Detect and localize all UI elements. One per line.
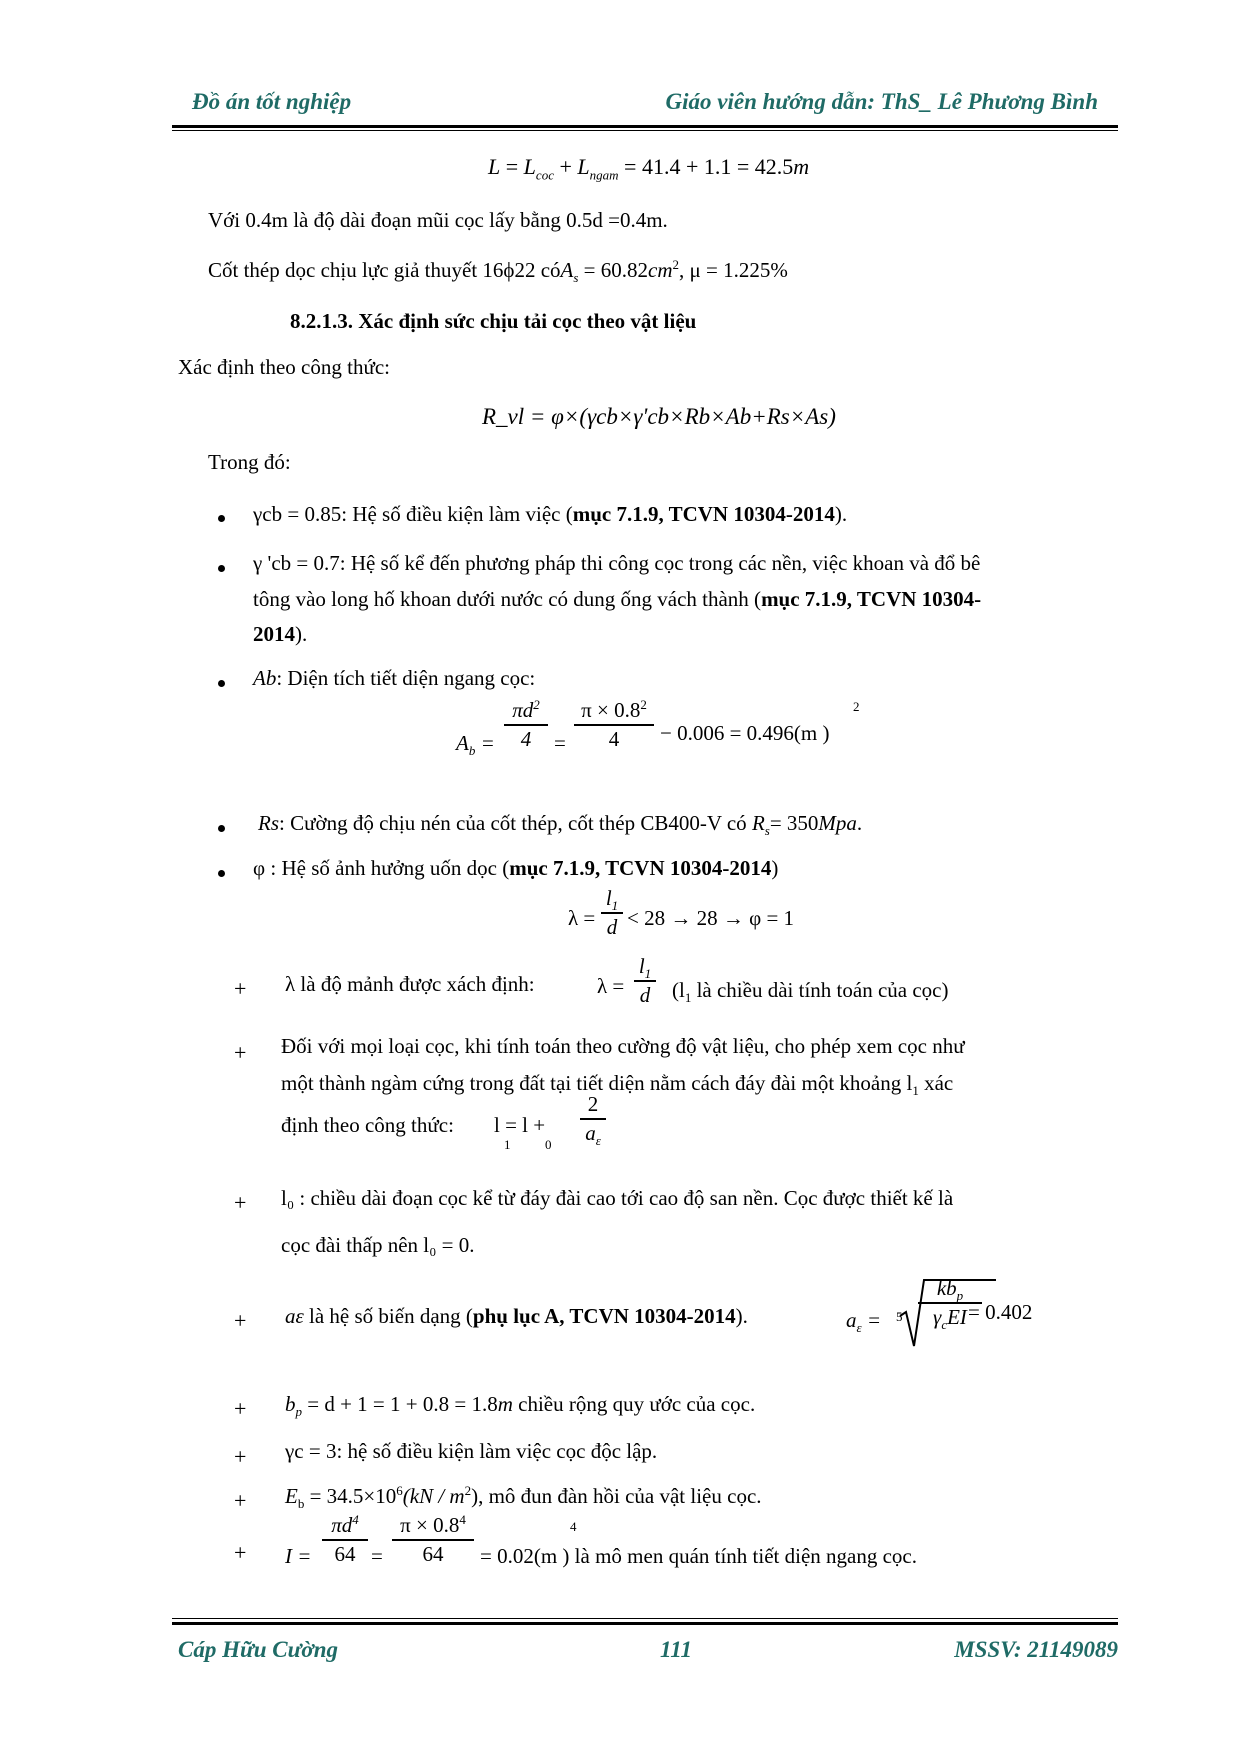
plus-icon: + xyxy=(234,1190,247,1215)
header-left: Đồ án tốt nghiệp xyxy=(192,89,352,114)
p3-line1: l₀ : chiều dài đoạn cọc kể từ đáy đài cao tới cao độ san nền. Cọc được thiết kế là xyxy=(281,1186,954,1210)
bullet-icon xyxy=(218,565,225,572)
footer-rule xyxy=(172,1622,1118,1625)
p1-after: ($l_1$ là chiều dài tính toán của cọc) xyxy=(672,978,949,1006)
ab-frac-2: $\pi \times 0.8^2$ 4 xyxy=(574,700,654,750)
header-rule-thin xyxy=(172,130,1118,131)
p8-eq: = xyxy=(371,1544,383,1568)
formula-R: R_vl = φ×(γcb×γ'cb×Rb×Ab+Rs×As) xyxy=(482,404,836,429)
header-rule xyxy=(172,125,1118,128)
ab-lhs: $A_b$ = xyxy=(456,731,495,759)
bullet-icon xyxy=(218,825,225,832)
p4-lhs: $a_\varepsilon$ = xyxy=(846,1308,882,1336)
lambda-lhs: λ = xyxy=(568,906,596,930)
footer-left: Cáp Hữu Cường xyxy=(178,1637,339,1662)
footer-right: MSSV: 21149089 xyxy=(954,1637,1118,1662)
line-cot-thep: Cốt thép dọc chịu lực giả thuyết 16ϕ22 cóA$_s$ = $60.82cm^2$, μ = 1.225% xyxy=(208,257,788,286)
p6-text: γc = 3: hệ số điều kiện làm việc cọc độc lập. xyxy=(285,1439,658,1463)
lambda-rest: < 28 → 28 → φ = 1 xyxy=(627,906,795,930)
bullet-icon xyxy=(218,680,225,687)
plus-icon: + xyxy=(234,976,247,1001)
header-right: Giáo viên hướng dẫn: ThS_ Lê Phương Bình xyxy=(665,89,1098,114)
bullet-gamma-cb-prime-line2: tông vào long hố khoan dưới nước có dung ống vách thành (mục 7.1.9, TCVN 10304- xyxy=(253,587,982,611)
plus-icon: + xyxy=(234,1040,247,1065)
plus-icon: + xyxy=(234,1444,247,1469)
p4-frac: $kb_p$ $\gamma_cEI$ xyxy=(918,1278,982,1328)
p2-line2: một thành ngàm cứng trong đất tại tiết diện nằm cách đáy đài một khoảng $l_1$ xác xyxy=(281,1071,954,1099)
bullet-icon xyxy=(218,870,225,877)
plus-icon: + xyxy=(234,1540,247,1565)
equation-L: $L = L_{coc} + L_{ngam} = 41.4 + 1.1 = 42.5m$ xyxy=(488,154,810,183)
line-voi: Với 0.4m là độ dài đoạn mũi cọc lấy bằng 0.5d =0.4m. xyxy=(208,208,668,232)
trong-do: Trong đó: xyxy=(208,450,291,474)
ab-rest: − 0.006 = 0.496(m ) xyxy=(660,721,830,745)
bullet-gamma-cb: γcb = 0.85: Hệ số điều kiện làm việc (mục 7.1.9, TCVN 10304-2014). xyxy=(253,502,848,526)
plus-icon: + xyxy=(234,1396,247,1421)
p8-exponent: 4 xyxy=(570,1519,577,1534)
bullet-Ab: Ab: Diện tích tiết diện ngang cọc: xyxy=(253,666,536,690)
p4-root-index: 5 xyxy=(896,1309,903,1324)
intro-line: Xác định theo công thức: xyxy=(178,355,390,379)
p1-text: λ là độ mảnh được xách định: xyxy=(285,972,535,996)
p1-lhs: λ = xyxy=(597,974,625,998)
plus-icon: + xyxy=(234,1488,247,1513)
plus-icon: + xyxy=(234,1308,247,1333)
section-heading: 8.2.1.3. Xác định sức chịu tải cọc theo vật liệu xyxy=(290,309,697,333)
p8-rest: = 0.02(m ) là mô men quán tính tiết diện ngang cọc. xyxy=(480,1544,917,1568)
bullet-gamma-cb-prime-line3: 2014). xyxy=(253,622,308,646)
bullet-icon xyxy=(218,515,225,522)
ab-frac-1: $\pi d^2$ 4 xyxy=(504,700,548,750)
p2-line1: Đối với mọi loại cọc, khi tính toán theo cường độ vật liệu, cho phép xem cọc như xyxy=(281,1034,965,1058)
lambda-frac: $l_1$ d xyxy=(601,888,623,938)
p2-line3: định theo công thức: xyxy=(281,1113,454,1137)
ab-eq: = xyxy=(554,731,566,755)
bullet-gamma-cb-prime: γ 'cb = 0.7: Hệ số kể đến phương pháp thi công cọc trong các nền, việc khoan và đổ bê xyxy=(253,551,981,575)
p8-frac-2: $\pi \times 0.8^4$ 64 xyxy=(392,1515,474,1565)
bullet-Rs: Rs: Cường độ chịu nén của cốt thép, cốt thép CB400-V có $R_s= 350Mpa$. xyxy=(258,811,863,839)
p4-rest: = 0.402 xyxy=(968,1300,1033,1324)
p2-formula: l = l + xyxy=(494,1113,546,1137)
ab-exponent: 2 xyxy=(853,699,860,714)
p2-frac: 2 $a_\varepsilon$ xyxy=(580,1094,606,1144)
p3-line2: cọc đài thấp nên l₀ = 0. xyxy=(281,1233,475,1257)
p8-lhs: I = xyxy=(285,1544,312,1568)
footer-rule-thin xyxy=(172,1618,1118,1619)
p2-sub0: 0 xyxy=(545,1137,552,1152)
p1-frac: $l_1$ d xyxy=(634,956,656,1006)
p7-text: $E_b = 34.5\times 10^6(kN / m^2)$, mô đun đàn hồi của vật liệu cọc. xyxy=(285,1483,762,1512)
p2-sub1: 1 xyxy=(504,1137,511,1152)
bullet-phi: φ : Hệ số ảnh hưởng uốn dọc (mục 7.1.9, TCVN 10304-2014) xyxy=(253,856,779,880)
p4-text: aε là hệ số biến dạng (phụ lục A, TCVN 10304-2014). xyxy=(285,1304,748,1328)
p8-frac-1: $\pi d^4$ 64 xyxy=(322,1515,368,1565)
page-number: 111 xyxy=(660,1637,692,1662)
p5-text: $b_p = d + 1 = 1 + 0.8 = 1.8m$ chiều rộng quy ước của cọc. xyxy=(285,1392,756,1420)
